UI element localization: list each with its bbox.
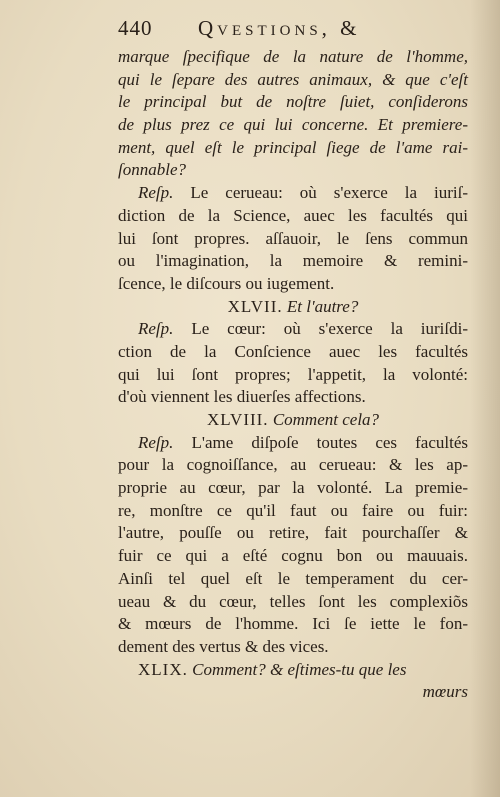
answer-line: proprie au cœur, par la volonté. La premie- <box>118 478 468 498</box>
text-line: marque ſpecifique de la nature de l'homme, <box>118 47 468 66</box>
answer-line: dement des vertus & des vices. <box>118 636 329 656</box>
answer-line: ueau & du cœur, telles ſont les complexiõs <box>118 591 468 611</box>
response-label: Reſp. <box>138 183 174 203</box>
text-line: qui le ſepare des autres animaux, & que c'eſt <box>118 69 468 89</box>
question-number: XLVIII. <box>206 410 269 429</box>
answer-line: l'autre, pouſſe ou retire, fait pourchaſſer & <box>118 523 468 543</box>
question-heading <box>118 409 468 432</box>
question-heading <box>118 296 468 319</box>
answer-line: ſcence, le diſcours ou iugement. <box>118 273 335 293</box>
answer-line: & mœurs de l'homme. Ici ſe iette le fon- <box>118 614 468 634</box>
page-header <box>118 16 448 42</box>
page-gutter-shadow <box>470 0 500 797</box>
question-text: Comment? & eſtimes-tu que les <box>192 659 407 679</box>
answer-line: diction de la Science, auec les facultés qui <box>118 205 468 225</box>
text-line: le principal but de noſtre ſuiet, conſiderons <box>118 92 468 112</box>
running-title: Qvestions, & <box>198 16 361 40</box>
text-line: ment, quel eſt le principal ſiege de l'ame rai- <box>118 137 468 157</box>
answer-line: lui ſont propres. aſſauoir, le ſens commun <box>118 228 468 248</box>
catchword: mœurs <box>422 682 468 702</box>
answer-text: L'ame diſpoſe toutes ces facultés <box>191 432 468 452</box>
answer-line: Ainſi tel quel eſt le temperament du cer- <box>118 568 468 588</box>
answer-line <box>118 318 468 341</box>
response-label: Reſp. <box>138 432 174 452</box>
answer-line: pour la cognoiſſance, au cerueau: & les ap- <box>118 455 468 475</box>
text-line: de plus prez ce qui lui concerne. Et premiere- <box>118 115 468 135</box>
answer-line: re, monſtre ce qu'il faut ou faire ou fuir: <box>118 500 468 520</box>
answer-text: Le cœur: où s'exerce la iuriſdi- <box>191 319 468 339</box>
answer-text: Le cerueau: où s'exerce la iuriſ- <box>190 183 468 203</box>
answer-line <box>118 182 468 205</box>
question-text: Comment cela? <box>272 410 380 429</box>
response-label: Reſp. <box>138 319 174 339</box>
question-number: XLVII. <box>227 296 283 316</box>
answer-line: ction de la Conſcience auec les facultés <box>118 341 468 361</box>
question-number: XLIX. <box>138 659 188 679</box>
answer-line: fuir ce qui a eſté cognu bon ou mauuais. <box>118 546 468 566</box>
answer-line: ou l'imagination, la memoire & remini- <box>118 251 468 271</box>
text-line: ſonnable? <box>118 160 186 180</box>
answer-line: qui lui ſont propres; l'appetit, la volonté: <box>118 364 468 384</box>
question-heading <box>118 659 468 682</box>
text-block <box>118 46 468 704</box>
page-number: 440 <box>118 16 153 40</box>
question-text: Et l'autre? <box>286 296 359 316</box>
answer-line <box>118 432 468 455</box>
answer-line: d'où viennent les diuerſes affections. <box>118 387 366 407</box>
